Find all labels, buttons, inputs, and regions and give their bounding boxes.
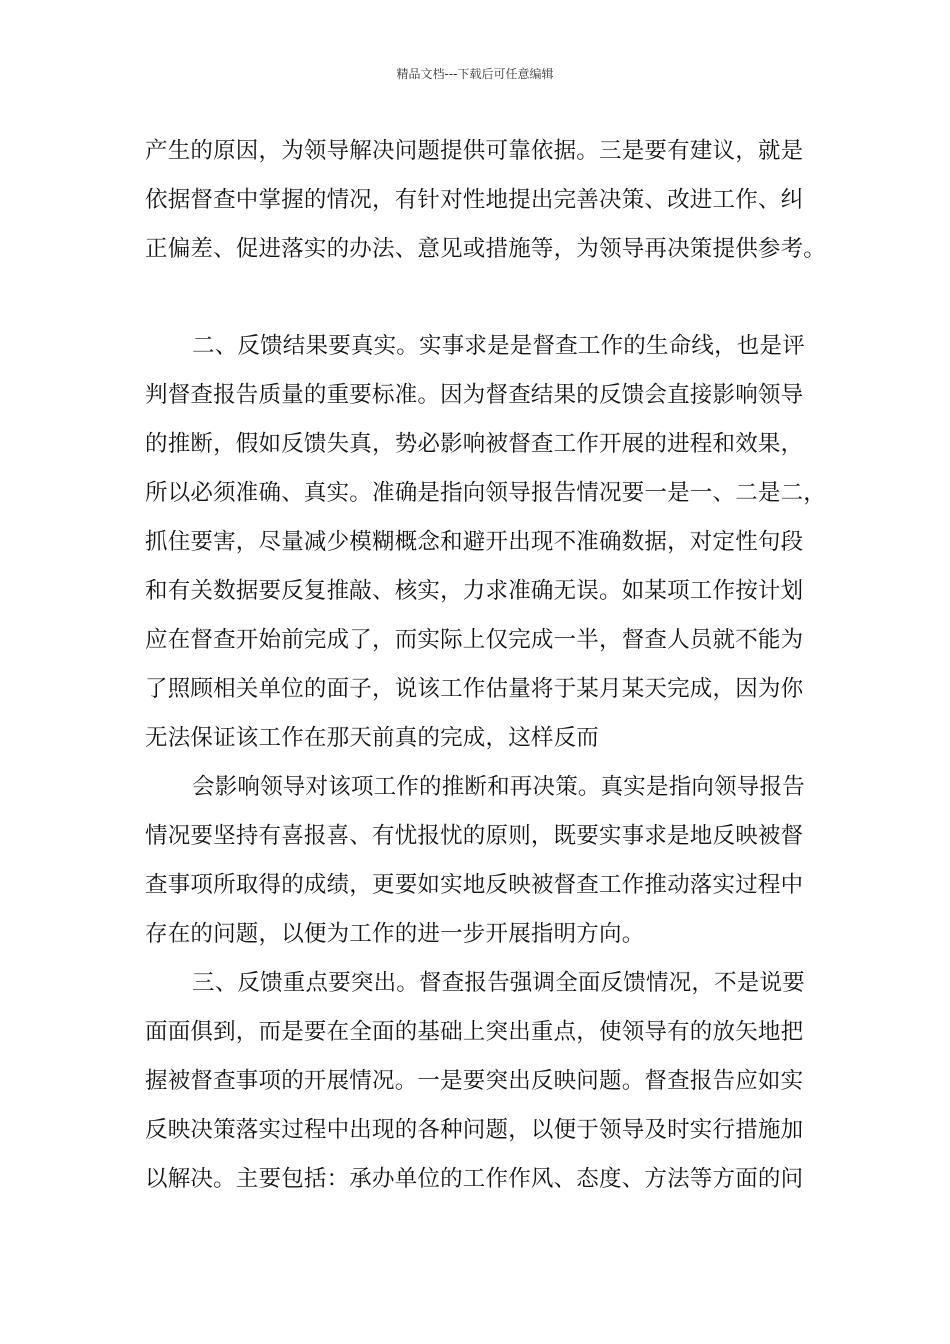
paragraph xyxy=(145,322,825,763)
text-line: 二、反馈结果要真实。实事求是是督查工作的生命线，也是评 xyxy=(192,333,805,359)
text-line: 了照顾相关单位的面子，说该工作估量将于某月某天完成，因为你 xyxy=(145,676,804,702)
text-line: 无法保证该工作在那天前真的完成，这样反而 xyxy=(145,725,600,751)
text-line: 和有关数据要反复推敲、核实，力求准确无误。如某项工作按计划 xyxy=(145,578,804,604)
text-line: 握被督查事项的开展情况。一是要突出反映问题。督查报告应如实 xyxy=(145,1068,804,1094)
text-line: 抓住要害，尽量减少模糊概念和避开出现不准确数据，对定性句段 xyxy=(145,529,804,555)
text-line: 判督查报告质量的重要标准。因为督查结果的反馈会直接影响领导 xyxy=(145,382,804,408)
text-line: 反映决策落实过程中出现的各种问题，以便于领导及时实行措施加 xyxy=(145,1117,804,1143)
text-line: 查事项所取得的成绩，更要如实地反映被督查工作推动落实过程中 xyxy=(145,872,804,898)
text-line: 的推断，假如反馈失真，势必影响被督查工作开展的进程和效果， xyxy=(145,431,804,457)
text-line: 三、反馈重点要突出。督查报告强调全面反馈情况，不是说要 xyxy=(192,970,805,996)
document-body xyxy=(145,127,825,1204)
text-line: 会影响领导对该项工作的推断和再决策。真实是指向领导报告 xyxy=(192,774,805,800)
text-line: 所以必须准确、真实。准确是指向领导报告情况要一是一、二是二， xyxy=(145,480,827,506)
text-line: 存在的问题，以便为工作的进一步开展指明方向。 xyxy=(145,921,645,947)
paragraph xyxy=(145,763,825,959)
text-line: 面面俱到，而是要在全面的基础上突出重点，使领导有的放矢地把 xyxy=(145,1019,804,1045)
text-line: 产生的原因，为领导解决问题提供可靠依据。三是要有建议，就是 xyxy=(145,138,804,164)
text-line: 应在督查开始前完成了，而实际上仅完成一半，督查人员就不能为 xyxy=(145,627,804,653)
paragraph xyxy=(145,959,825,1204)
text-line: 情况要坚持有喜报喜、有忧报忧的原则，既要实事求是地反映被督 xyxy=(145,823,804,849)
text-line: 正偏差、促进落实的办法、意见或措施等，为领导再决策提供参考。 xyxy=(145,236,827,262)
paragraph xyxy=(145,127,825,274)
page-header: 精品文档---下载后可任意编辑 xyxy=(396,67,554,81)
text-line: 依据督查中掌握的情况，有针对性地提出完善决策、改进工作、纠 xyxy=(145,187,804,213)
paragraph-gap xyxy=(145,274,825,322)
text-line: 以解决。主要包括：承办单位的工作作风、态度、方法等方面的问 xyxy=(145,1166,804,1192)
